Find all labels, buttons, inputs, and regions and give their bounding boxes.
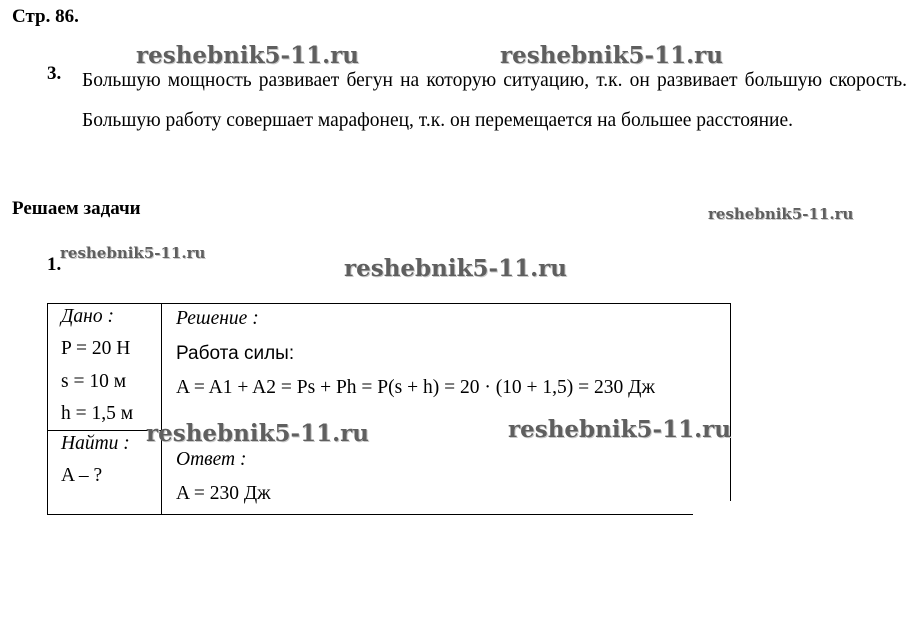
watermark: reshebnik5-11.ru (508, 416, 731, 443)
section-title: Решаем задачи (12, 198, 141, 219)
table-divider-horizontal (47, 430, 161, 431)
find-label: Найти : (61, 433, 130, 454)
question-answer-text: Большую мощность развивает бегун на которую ситуацию, т.к. он развивает большую скорость. Большую работу совершает марафонец, т.к. он перемещается на большее расстояние. (82, 70, 907, 131)
table-border-bottom (47, 514, 693, 515)
watermark: reshebnik5-11.ru (146, 420, 369, 447)
page-number: Стр. 86. (12, 6, 79, 27)
table-border-left (47, 303, 48, 515)
watermark: reshebnik5-11.ru (344, 255, 567, 282)
watermark: reshebnik5-11.ru (60, 244, 206, 262)
watermark: reshebnik5-11.ru (708, 205, 854, 223)
table-border-right (730, 303, 731, 501)
watermark: reshebnik5-11.ru (136, 42, 359, 69)
answer-label: Ответ : (176, 449, 247, 470)
given-line: P = 20 Н (61, 338, 131, 359)
given-line: h = 1,5 м (61, 403, 134, 424)
answer-value: A = 230 Дж (176, 483, 271, 504)
table-divider-vertical (161, 303, 162, 515)
solution-label: Решение : (176, 308, 259, 329)
find-value: A – ? (61, 465, 103, 486)
given-line: s = 10 м (61, 371, 127, 392)
watermark: reshebnik5-11.ru (500, 42, 723, 69)
task-number: 1. (47, 254, 62, 275)
solution-intro: Работа силы: (176, 343, 295, 364)
table-border-top (47, 303, 731, 304)
given-label: Дано : (61, 306, 114, 327)
question-number: 3. (47, 63, 62, 84)
solution-formula: A = A1 + A2 = Ps + Ph = P(s + h) = 20 · (10 + 1,5) = 230 Дж (176, 377, 655, 398)
